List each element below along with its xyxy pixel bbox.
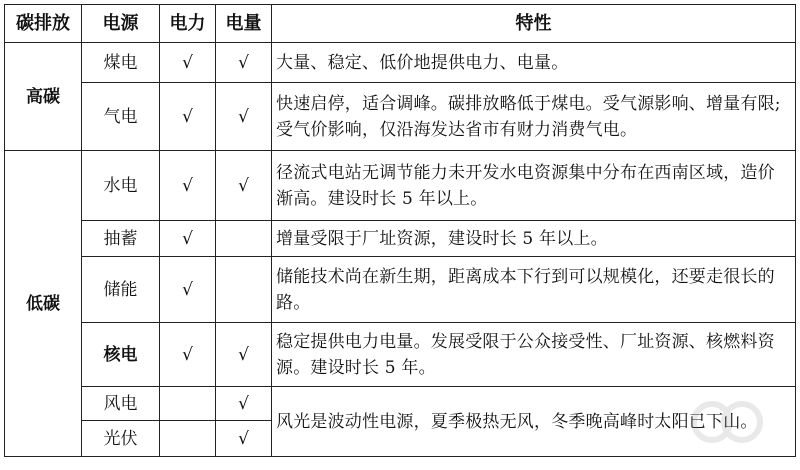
energy-cell: √ [216, 387, 272, 421]
source-cell: 水电 [82, 151, 160, 221]
energy-cell: √ [216, 151, 272, 221]
group-low-carbon: 低碳 [5, 151, 82, 457]
traits-cell-merged: 风光是波动性电源，夏季极热无风，冬季晚高峰时太阳已下山。 [272, 387, 796, 457]
power-cell: √ [160, 323, 216, 387]
traits-cell: 稳定提供电力电量。发展受限于公众接受性、厂址资源、核燃料资源。建设时长 5 年。 [272, 323, 796, 387]
header-carbon: 碳排放 [5, 5, 82, 43]
power-cell: √ [160, 43, 216, 83]
energy-cell: √ [216, 43, 272, 83]
traits-cell: 径流式电站无调节能力未开发水电资源集中分布在西南区域，造价渐高。建设时长 5 年以上。 [272, 151, 796, 221]
power-cell: √ [160, 151, 216, 221]
table-row [5, 83, 796, 151]
energy-cell: √ [216, 83, 272, 151]
header-traits: 特性 [272, 5, 796, 43]
energy-cell: √ [216, 323, 272, 387]
source-cell: 风电 [82, 387, 160, 421]
traits-cell: 大量、稳定、低价地提供电力、电量。 [272, 43, 796, 83]
table-row [5, 387, 796, 421]
header-power: 电力 [160, 5, 216, 43]
table-row [5, 323, 796, 387]
source-cell: 抽蓄 [82, 221, 160, 257]
power-cell: √ [160, 221, 216, 257]
power-cell: √ [160, 83, 216, 151]
power-cell [160, 421, 216, 457]
header-source: 电源 [82, 5, 160, 43]
source-cell: 煤电 [82, 43, 160, 83]
source-cell: 储能 [82, 257, 160, 323]
header-row [5, 5, 796, 43]
traits-cell: 快速启停，适合调峰。碳排放略低于煤电。受气源影响、增量有限;受气价影响，仅沿海发达省市有财力消费气电。 [272, 83, 796, 151]
source-cell: 光伏 [82, 421, 160, 457]
table-row [5, 257, 796, 323]
header-energy: 电量 [216, 5, 272, 43]
table-row [5, 151, 796, 221]
traits-cell: 增量受限于厂址资源，建设时长 5 年以上。 [272, 221, 796, 257]
power-cell: √ [160, 257, 216, 323]
source-cell: 核电 [82, 323, 160, 387]
power-cell [160, 387, 216, 421]
source-cell: 气电 [82, 83, 160, 151]
traits-cell: 储能技术尚在新生期，距离成本下行到可以规模化，还要走很长的路。 [272, 257, 796, 323]
energy-cell [216, 221, 272, 257]
table-row [5, 221, 796, 257]
power-source-table [4, 4, 796, 457]
energy-cell [216, 257, 272, 323]
group-high-carbon: 高碳 [5, 43, 82, 151]
energy-cell: √ [216, 421, 272, 457]
table-row [5, 43, 796, 83]
